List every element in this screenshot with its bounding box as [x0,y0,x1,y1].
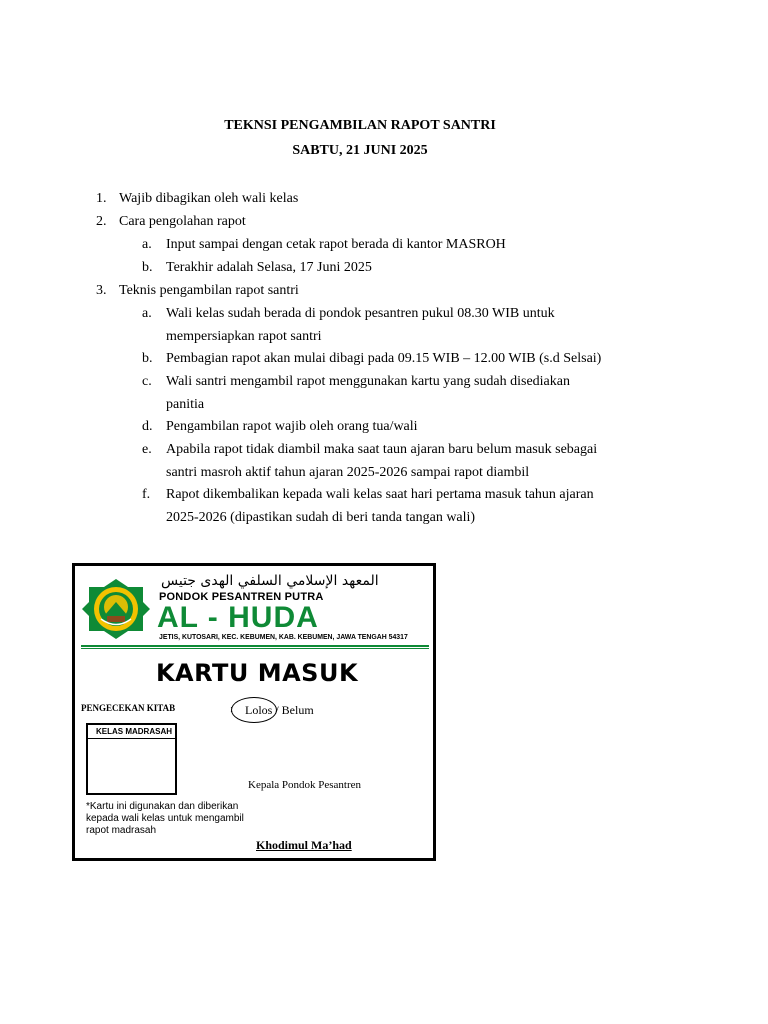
list-item-marker: 1. [96,191,107,206]
header-divider-thin [81,648,429,649]
head-title: Kepala Pondok Pesantren [248,779,362,791]
list-item-text: Input sampai dengan cetak rapot berada di kantor MASROH [166,237,506,252]
pesantren-logo-icon [81,578,151,640]
list-item-marker: b. [142,260,153,275]
pesantren-address: JETIS, KUTOSARI, KEC. KEBUMEN, KAB. KEBUMEN, JAWA TENGAH 54317 [159,632,408,641]
entry-card [72,563,436,861]
signature-name: Khodimul Ma’had [256,838,352,852]
list-item-text: Rapot dikembalikan kepada wali kelas saat hari pertama masuk tahun ajaran [166,487,594,502]
card-note: *Kartu ini digunakan dan diberikan kepada wali kelas untuk mengambil rapot madrasah [86,801,244,836]
list-item-text: Wali santri mengambil rapot menggunakan kartu yang sudah disediakan [166,374,570,389]
class-stamp-label: KELAS MADRASAH [88,725,175,739]
document-title: TEKNSI PENGAMBILAN RAPOT SANTRI [224,118,496,133]
list-item-text: Teknis pengambilan rapot santri [119,283,299,298]
kitab-check-value: Lolos / Belum [245,703,314,717]
class-stamp-box [86,723,177,795]
arabic-name: المعهد الإسلامي السلفي الهدى جتيس [161,573,379,589]
list-item-marker: 2. [96,214,107,229]
list-item-text: 2025-2026 (dipastikan sudah di beri tanda tangan wali) [166,510,476,525]
list-item-text: Pengambilan rapot wajib oleh orang tua/wali [166,419,418,434]
list-item-text: santri masroh aktif tahun ajaran 2025-2026 sampai rapot diambil [166,465,530,480]
kitab-check-label: PENGECEKAN KITAB [81,703,176,713]
list-item-marker: e. [142,442,152,457]
list-item-marker: a. [142,306,152,321]
list-item-text: Cara pengolahan rapot [119,214,246,229]
list-item-marker: b. [142,351,153,366]
list-item-text: mempersiapkan rapot santri [166,329,322,344]
list-item-text: Terakhir adalah Selasa, 17 Juni 2025 [166,260,372,275]
list-item-marker: c. [142,374,152,389]
list-item-marker: a. [142,237,152,252]
list-item-text: Wajib dibagikan oleh wali kelas [119,191,299,206]
pondok-label: PONDOK PESANTREN PUTRA [159,591,324,603]
list-item-text: Wali kelas sudah berada di pondok pesantren pukul 08.30 WIB untuk [166,306,555,321]
list-item-marker: f. [142,487,151,502]
header-divider [81,645,429,647]
document-date: SABTU, 21 JUNI 2025 [292,143,428,158]
list-item-text: panitia [166,397,205,412]
pesantren-name: AL - HUDA [157,601,319,634]
list-item-marker: 3. [96,283,107,298]
list-item-text: Apabila rapot tidak diambil maka saat taun ajaran baru belum masuk sebagai [166,442,598,457]
list-item-text: Pembagian rapot akan mulai dibagi pada 09.15 WIB – 12.00 WIB (s.d Selsai) [166,351,602,366]
kitab-check-colon: : [230,703,234,715]
list-item-marker: d. [142,419,153,434]
card-title: KARTU MASUK [155,659,359,687]
